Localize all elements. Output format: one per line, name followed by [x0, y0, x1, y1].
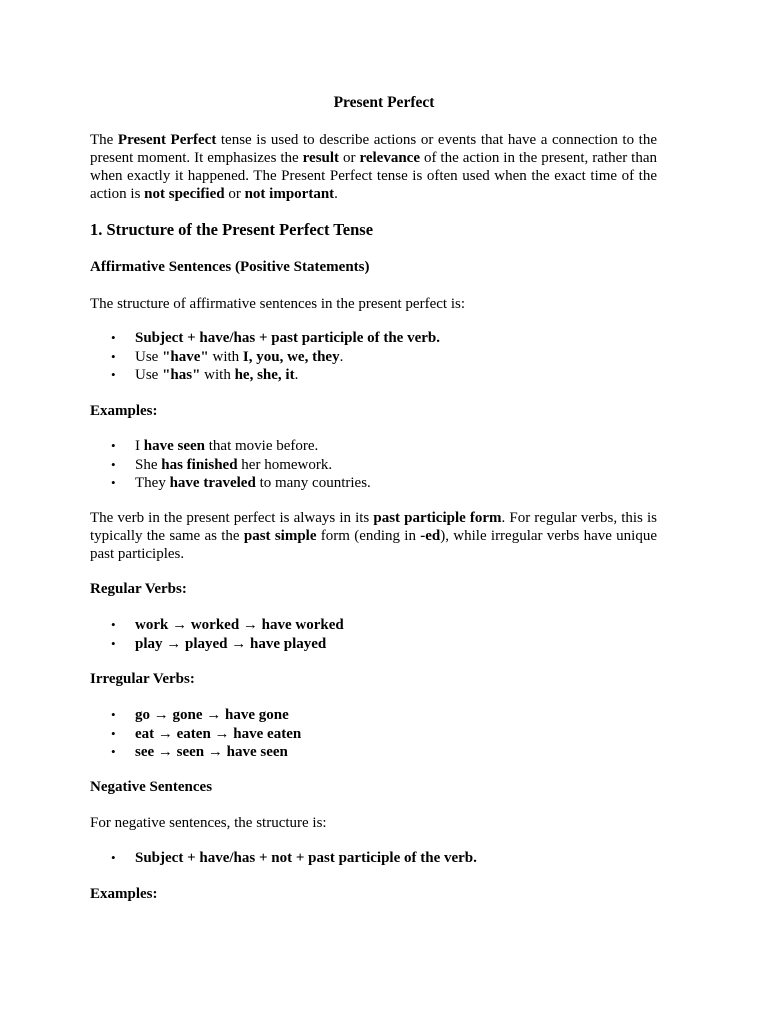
section-heading-structure: 1. Structure of the Present Perfect Tense: [90, 220, 374, 239]
list-item: • play → played → have played: [111, 635, 327, 652]
page-title: Present Perfect: [333, 94, 435, 111]
negative-heading: Negative Sentences: [90, 779, 213, 795]
list-item: • Subject + have/has + past participle of the verb.: [111, 330, 441, 346]
regular-verbs-list: [90, 616, 344, 653]
bullet-icon: •: [111, 438, 116, 453]
irregular-verbs-list: [90, 706, 301, 762]
list-item: • go → gone → have gone: [111, 707, 289, 723]
list-item: • She has finished her homework.: [111, 456, 333, 473]
affirmative-rules-list: [90, 329, 440, 385]
irregular-verbs-heading: Irregular Verbs:: [90, 671, 195, 687]
list-item: • Use "have" with I, you, we, they.: [111, 348, 344, 365]
bullet-icon: •: [111, 707, 116, 722]
list-item: • eat → eaten → have eaten: [111, 725, 302, 742]
list-item: • Use "has" with he, she, it.: [111, 367, 299, 383]
negative-intro: For negative sentences, the structure is:: [90, 815, 327, 831]
negative-rules-list: [90, 849, 477, 868]
bullet-icon: •: [111, 348, 116, 364]
bullet-icon: •: [111, 456, 116, 472]
bullet-icon: •: [111, 330, 116, 345]
bullet-icon: •: [111, 850, 116, 865]
participle-paragraph: The verb in the present perfect is always in its past participle form. For regular verbs, this is typically the same as the past simple form (ending in -ed), while irregular verbs have unique past participles.: [90, 510, 658, 562]
list-item: • I have seen that movie before.: [111, 438, 319, 454]
bullet-icon: •: [111, 744, 116, 759]
affirmative-heading: Affirmative Sentences (Positive Statements): [90, 259, 370, 275]
bullet-icon: •: [111, 635, 116, 651]
bullet-icon: •: [111, 617, 116, 632]
regular-verbs-heading: Regular Verbs:: [90, 581, 187, 597]
bullet-icon: •: [111, 725, 116, 741]
examples-heading-negative: Examples:: [90, 886, 158, 902]
list-item: • work → worked → have worked: [111, 617, 344, 633]
intro-paragraph: The Present Perfect tense is used to describe actions or events that have a connection to the present moment. It emphasizes the result or relevance of the action in the present, rather than when exactly it happened. The Present Perfect tense is often used when the exact time of the action is not specified or not important.: [90, 132, 658, 202]
list-item: • They have traveled to many countries.: [111, 475, 371, 491]
bullet-icon: •: [111, 475, 116, 490]
examples-list: [90, 437, 371, 493]
examples-heading: Examples:: [90, 403, 158, 419]
affirmative-intro: The structure of affirmative sentences in the present perfect is:: [90, 296, 465, 312]
bullet-icon: •: [111, 367, 116, 382]
list-item: • see → seen → have seen: [111, 744, 288, 760]
list-item: • Subject + have/has + not + past participle of the verb.: [111, 850, 477, 866]
